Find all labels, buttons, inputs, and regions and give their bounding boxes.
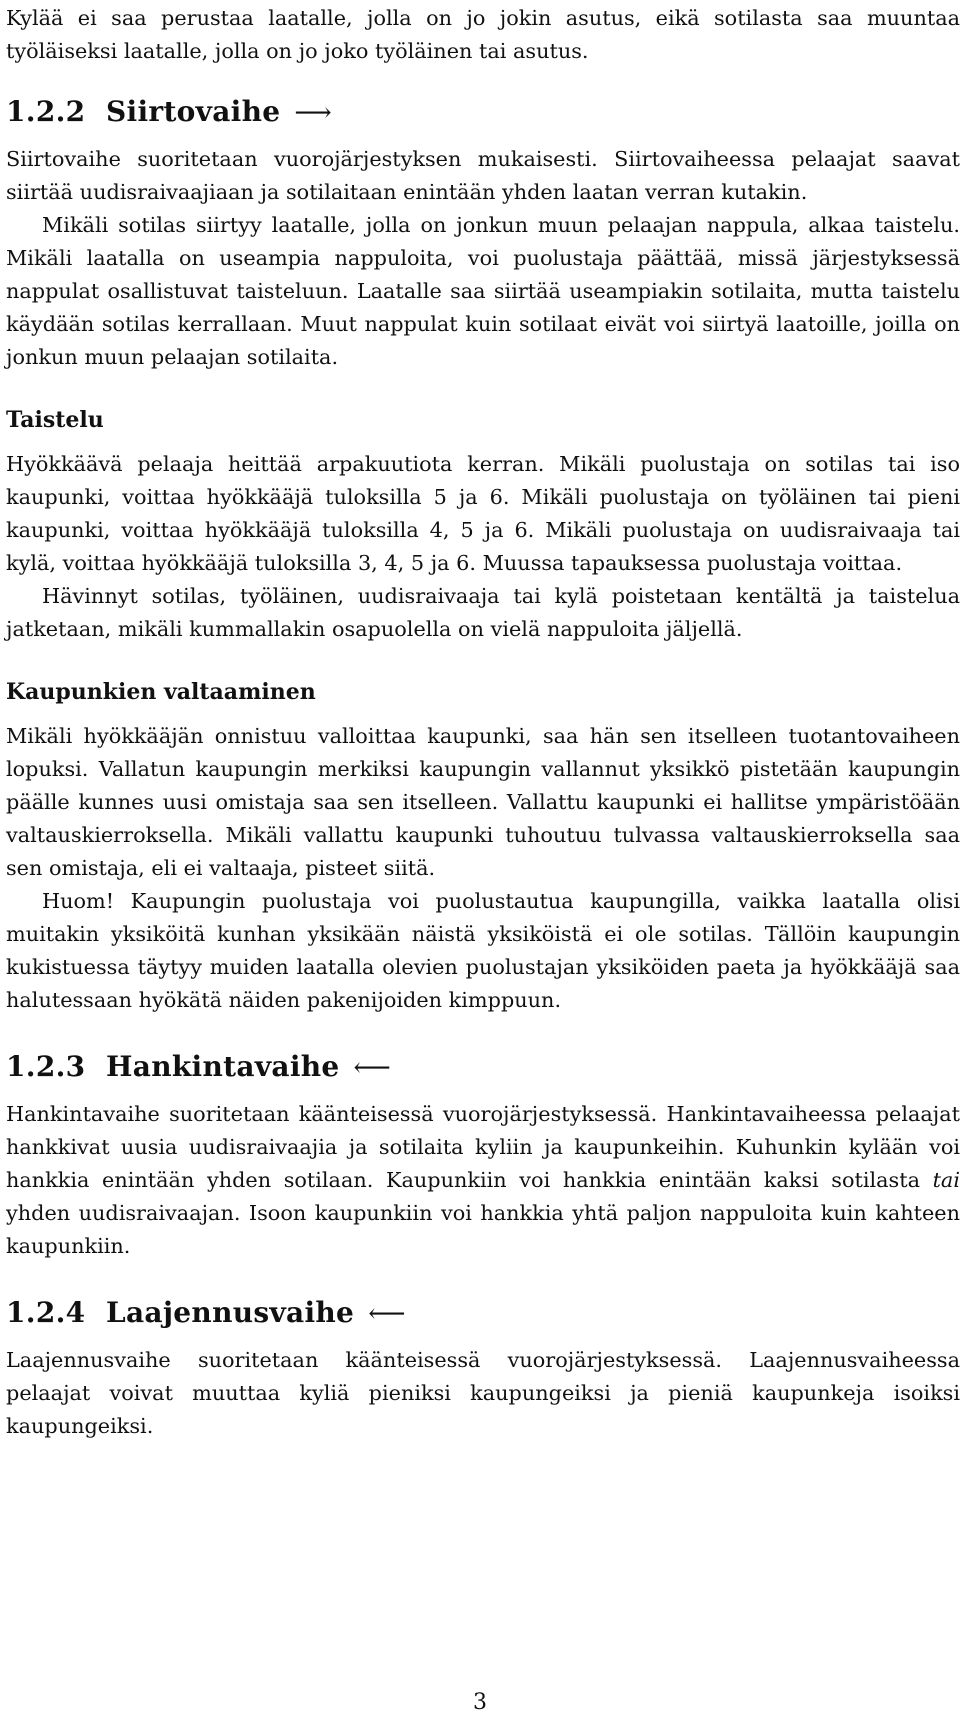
left-arrow-icon: ⟵ xyxy=(353,1053,392,1083)
valtaaminen-paragraph-2: Huom! Kaupungin puolustaja voi puolustautua kaupungilla, vaikka laatalla olisi muitakin yksiköitä kunhan yksikään näistä yksiköistä ei ole sotilas. Tällöin kaupungin kukistuessa täytyy muiden laatalla olevien puolustajan yksiköiden paeta ja hyökkääjä saa halutessaan hyökätä näiden pakenijoiden kimppuun. xyxy=(6,889,960,1012)
section-title: Siirtovaihe xyxy=(106,95,281,128)
page-number: 3 xyxy=(473,1690,487,1715)
section-number: 1.2.2 xyxy=(6,95,86,128)
siirtovaihe-paragraph-2: Mikäli sotilas siirtyy laatalle, jolla on jonkun muun pelaajan nappula, alkaa taistelu. Mikäli laatalla on useampia nappuloita, voi puolustaja päättää, missä järjestyksessä nappulat osallistuvat taisteluun. Laatalle saa siirtää useampiakin sotilaita, mutta taistelu käydään sotilas kerrallaan. Muut nappulat kuin sotilaat eivät voi siirtyä laatoille, joilla on jonkun muun pelaajan sotilaita. xyxy=(6,213,960,369)
subheading-kaupunkien-valtaaminen: Kaupunkien valtaaminen xyxy=(6,679,316,705)
section-heading-siirtovaihe xyxy=(6,92,960,133)
intro-paragraph: Kylää ei saa perustaa laatalle, jolla on jo jokin asutus, eikä sotilasta saa muuntaa työläiseksi laatalle, jolla on jo joko työläinen tai asutus. xyxy=(6,6,960,63)
taistelu-paragraph-1: Hyökkäävä pelaaja heittää arpakuutiota kerran. Mikäli puolustaja on sotilas tai iso kaupunki, voittaa hyökkääjä tuloksilla 5 ja 6. Mikäli puolustaja on työläinen tai pieni kaupunki, voittaa hyökkääjä tuloksilla 4, 5 ja 6. Mikäli puolustaja on uudisraivaaja tai kylä, voittaa hyökkääjä tuloksilla 3, 4, 5 ja 6. Muussa tapauksessa puolustaja voittaa. xyxy=(6,452,960,575)
laajennusvaihe-paragraph: Laajennusvaihe suoritetaan käänteisessä vuorojärjestyksessä. Laajennusvaiheessa pelaajat voivat muuttaa kyliä pieniksi kaupungeiksi ja pieniä kaupunkeja isoiksi kaupungeiksi. xyxy=(6,1348,960,1438)
taistelu-paragraph-2: Hävinnyt sotilas, työläinen, uudisraivaaja tai kylä poistetaan kentältä ja taistelua jatketaan, mikäli kummallakin osapuolella on vielä nappuloita jäljellä. xyxy=(6,584,960,641)
left-arrow-icon: ⟵ xyxy=(368,1299,406,1329)
right-arrow-icon: ⟶ xyxy=(294,98,332,128)
siirtovaihe-paragraph-1: Siirtovaihe suoritetaan vuorojärjestyksen mukaisesti. Siirtovaiheessa pelaajat saavat siirtää uudisraivaajiaan ja sotilaitaan enintään yhden laatan verran kutakin. xyxy=(6,147,960,204)
section-title: Laajennusvaihe xyxy=(106,1296,355,1329)
section-heading-laajennusvaihe xyxy=(6,1293,960,1334)
section-number: 1.2.4 xyxy=(6,1296,86,1329)
valtaaminen-paragraph-1: Mikäli hyökkääjän onnistuu valloittaa kaupunki, saa hän sen itselleen tuotantovaiheen lopuksi. Vallatun kaupungin merkiksi kaupungin vallannut yksikkö pistetään kaupungin päälle kunnes uusi omistaja saa sen itselleen. Vallattu kaupunki ei hallitse ympäristöään valtauskierroksella. Mikäli vallattu kaupunki tuhoutuu tulvassa valtauskierroksella saa sen omistaja, eli ei valtaaja, pisteet siitä. xyxy=(6,724,960,880)
hankintavaihe-paragraph xyxy=(6,1098,960,1263)
subheading-taistelu: Taistelu xyxy=(6,407,104,433)
section-heading-hankintavaihe xyxy=(6,1047,960,1088)
emphasis-text: tai xyxy=(932,1168,960,1192)
document-page xyxy=(6,0,960,1443)
paragraph-text: Hankintavaihe suoritetaan käänteisessä vuorojärjestyksessä. Hankintavaiheessa pelaajat hankkivat uusia uudisraivaajia ja sotilaita kyliin ja kaupunkeihin. Kuhunkin kylään voi hankkia enintään yhden sotilaan. Kaupunkiin voi hankkia enintään kaksi sotilasta xyxy=(6,1102,960,1192)
paragraph-text: yhden uudisraivaajan. Isoon kaupunkiin voi hankkia yhtä paljon nappuloita kuin kahteen kaupunkiin. xyxy=(6,1201,960,1258)
section-title: Hankintavaihe xyxy=(106,1050,340,1083)
section-number: 1.2.3 xyxy=(6,1050,86,1083)
